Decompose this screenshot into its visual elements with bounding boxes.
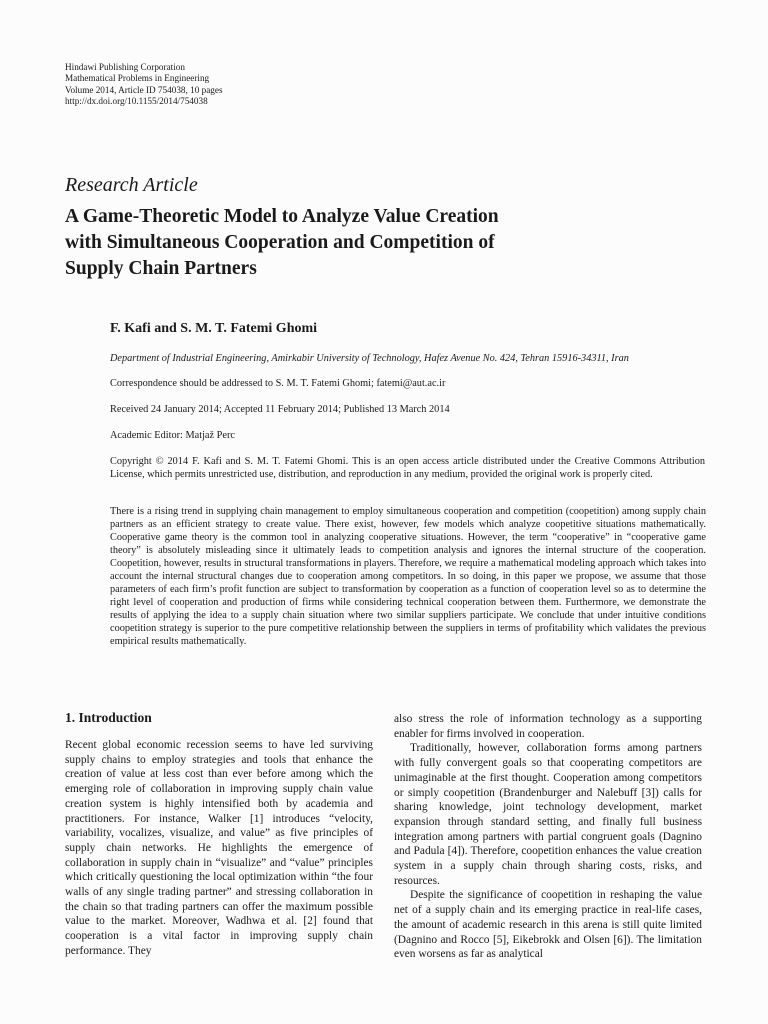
volume-info: Volume 2014, Article ID 754038, 10 pages — [65, 84, 223, 95]
body-paragraph: Traditionally, however, collaboration forms among partners with fully convergent goals so that cooperating competitors are unimaginable at the first thought. Cooperation among competitors or simply coopetition (Brandenburger and Nalebuff [3]) calls for sharing knowledge, joint technology development, market expansion through standard setting, and finally full business integration among partners with partial congruent goals (Dagnino and Padula [4]). Therefore, coopetition enhances the value creation system in a supply chain through sharing costs, risks, and resources. — [394, 742, 702, 887]
body-paragraph: Despite the significance of coopetition in reshaping the value net of a supply chain and its emerging practice in real-life cases, the amount of academic research in this arena is still quite limited (Dagnino and Rocco [5], Eikebrokk and Olsen [6]). The limitation even worsens as far as analytical — [394, 889, 702, 961]
title-line: Supply Chain Partners — [65, 258, 257, 279]
academic-editor: Academic Editor: Matjaž Perc — [110, 430, 235, 441]
affiliation: Department of Industrial Engineering, Amirkabir University of Technology, Hafez Avenue No. 424, Tehran 15916-34311, Iran — [110, 353, 629, 364]
left-column — [65, 738, 373, 968]
correspondence: Correspondence should be addressed to S. M. T. Fatemi Ghomi; fatemi@aut.ac.ir — [110, 378, 446, 389]
journal-header — [65, 62, 223, 107]
title-line: A Game-Theoretic Model to Analyze Value Creation — [65, 206, 499, 227]
paper-title — [65, 204, 665, 282]
journal-name: Mathematical Problems in Engineering — [65, 73, 210, 84]
body-paragraph: Recent global economic recession seems to have led surviving supply chains to employ strategies and tools that enhance the creation of value at less cost than ever before among which the emerging role of collaboration in improving supply chain value creation system is highly intensified both by academia and practitioners. For instance, Walker [1] introduces “velocity, variability, vocalizes, visualize, and value” as five principles of supply chain networks. He highlights the emergence of collaboration in supply chain in “visualize” and “value” principles which critically questioning the local optimization within “the four walls of any single trading partner” and stressing collaboration in the chain so that trading partners can offer the maximum possible value to the market. Moreover, Wadhwa et al. [2] found that cooperation is a vital factor in improving supply chain performance. They — [65, 739, 373, 957]
doi-link[interactable]: http://dx.doi.org/10.1155/2014/754038 — [65, 95, 208, 106]
abstract: There is a rising trend in supplying chain management to employ simultaneous cooperation and competition (coopetition) among supply chain partners as an efficient strategy to create value. There exist, however, few models which analyze coopetitive situations mathematically. Cooperative game theory is the common tool in analyzing cooperative situations. However, the term “cooperative” in “cooperative game theory” is absolutely misleading since it ultimately leads to competition analysis and ignores the internal structure of the cooperation. Coopetition, however, results in structural transformations in players. Therefore, we require a mathematical modeling approach which takes into account the internal structural changes due to cooperation among competitors. In so doing, in this paper we propose, we assume that those parameters of each firm’s profit function are subject to transformation by cooperation as a function of cooperation level so as to determine the right level of cooperation and production of firms while considering technical cooperation between them. Furthermore, we demonstrate the results of applying the idea to a supply chain situation where two similar suppliers participate. We conclude that under intuitive conditions coopetition strategy is superior to the pure competitive relationship between the suppliers in terms of profitability which validates the previous empirical results mathematically. — [110, 506, 706, 647]
right-column — [394, 712, 702, 968]
title-line: with Simultaneous Cooperation and Competition of — [65, 232, 495, 253]
publication-dates: Received 24 January 2014; Accepted 11 February 2014; Published 13 March 2014 — [110, 404, 450, 415]
body-paragraph: also stress the role of information technology as a supporting enabler for firms involved in cooperation. — [394, 713, 702, 740]
copyright-notice: Copyright © 2014 F. Kafi and S. M. T. Fatemi Ghomi. This is an open access article distributed under the Creative Commons Attribution License, which permits unrestricted use, distribution, and reproduction in any medium, provided the original work is properly cited. — [110, 456, 705, 480]
section-heading: 1. Introduction — [65, 710, 152, 725]
article-type: Research Article — [65, 174, 198, 196]
publisher-name: Hindawi Publishing Corporation — [65, 62, 185, 72]
authors: F. Kafi and S. M. T. Fatemi Ghomi — [110, 321, 318, 336]
